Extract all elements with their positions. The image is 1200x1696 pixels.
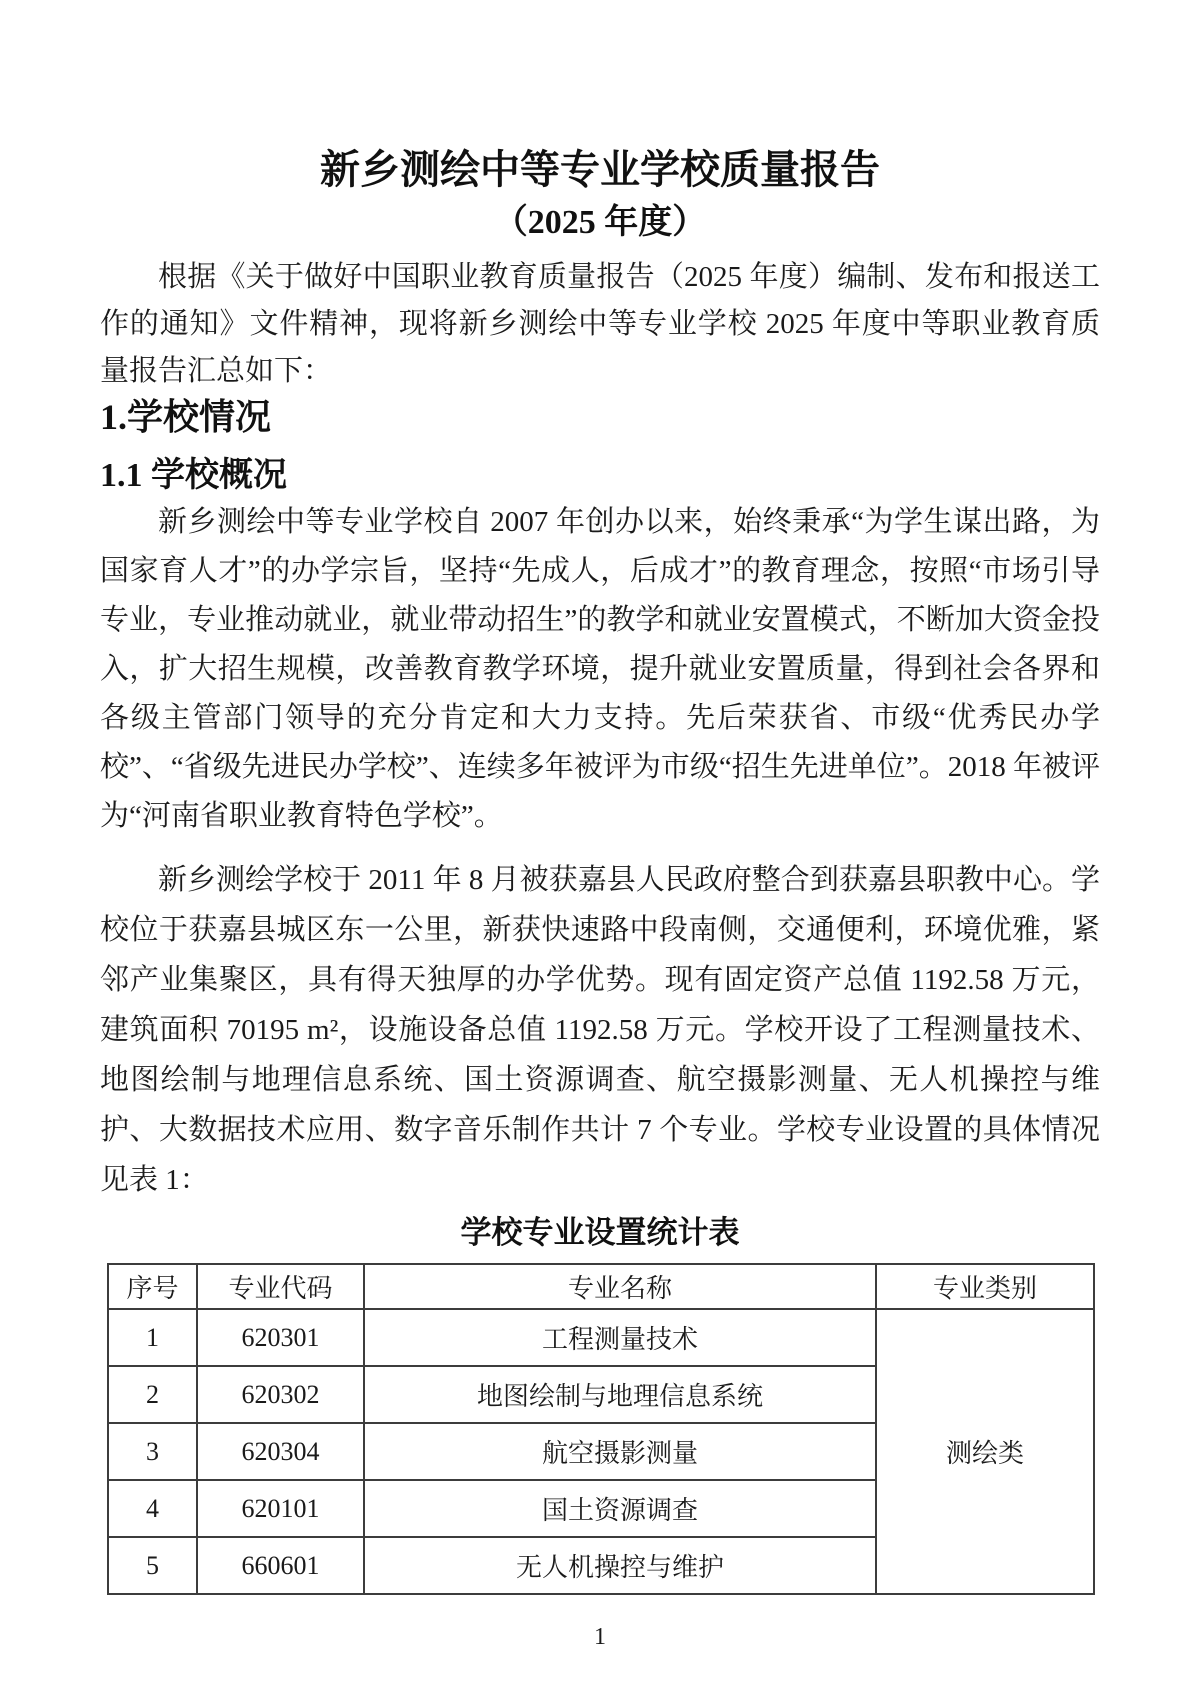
cell-code: 620304 bbox=[197, 1423, 364, 1480]
cell-index: 4 bbox=[108, 1480, 197, 1537]
cell-code: 620301 bbox=[197, 1309, 364, 1366]
cell-code: 620101 bbox=[197, 1480, 364, 1537]
doc-title: 新乡测绘中等专业学校质量报告 bbox=[320, 147, 880, 192]
cell-name: 无人机操控与维护 bbox=[364, 1537, 876, 1594]
header-index: 序号 bbox=[108, 1264, 197, 1309]
cell-category-merged: 测绘类 bbox=[876, 1309, 1094, 1594]
header-major-code: 专业代码 bbox=[197, 1264, 364, 1309]
header-major-category: 专业类别 bbox=[876, 1264, 1094, 1309]
section-heading-school-situation: 1.学校情况 bbox=[100, 397, 272, 437]
intro-paragraph: 根据《关于做好中国职业教育质量报告（2025 年度）编制、发布和报送工作的通知》文件精神，现将新乡测绘中等专业学校 2025 年度中等职业教育质量报告汇总如下： bbox=[100, 261, 1100, 387]
cell-code: 660601 bbox=[197, 1537, 364, 1594]
table-header-row bbox=[108, 1264, 1094, 1309]
table-row bbox=[108, 1309, 1094, 1366]
cell-name: 地图绘制与地理信息系统 bbox=[364, 1366, 876, 1423]
table-title: 学校专业设置统计表 bbox=[460, 1215, 740, 1250]
cell-code: 620302 bbox=[197, 1366, 364, 1423]
paragraph-school-location: 新乡测绘学校于 2011 年 8 月被获嘉县人民政府整合到获嘉县职教中心。学校位于获嘉县城区东一公里，新获快速路中段南侧，交通便利，环境优雅，紧邻产业集聚区，具有得天独厚的办学优势。现有固定资产总值 1192.58 万元，建筑面积 70195 m²，设施设备总值 1192.58 万元。学校开设了工程测量技术、地图绘制与地理信息系统、国土资源调查、航空摄影测量、无人机操控与维护、大数据技术应用、数字音乐制作共计 7 个专业。学校专业设置的具体情况见表 1： bbox=[100, 864, 1100, 1196]
page-number: 1 bbox=[594, 1624, 606, 1650]
cell-index: 5 bbox=[108, 1537, 197, 1594]
cell-name: 工程测量技术 bbox=[364, 1309, 876, 1366]
majors-table bbox=[107, 1263, 1095, 1595]
paragraph-school-overview: 新乡测绘中等专业学校自 2007 年创办以来，始终秉承“为学生谋出路，为国家育人才”的办学宗旨，坚持“先成人，后成才”的教育理念，按照“市场引导专业，专业推动就业，就业带动招生”的教学和就业安置模式，不断加大资金投入，扩大招生规模，改善教育教学环境，提升就业安置质量，得到社会各界和各级主管部门领导的充分肯定和大力支持。先后荣获省、市级“优秀民办学校”、“省级先进民办学校”、连续多年被评为市级“招生先进单位”。2018 年被评为“河南省职业教育特色学校”。 bbox=[100, 506, 1100, 832]
subsection-heading-school-overview: 1.1 学校概况 bbox=[100, 457, 287, 494]
cell-name: 国土资源调查 bbox=[364, 1480, 876, 1537]
cell-name: 航空摄影测量 bbox=[364, 1423, 876, 1480]
doc-subtitle: （2025 年度） bbox=[493, 204, 707, 241]
cell-index: 3 bbox=[108, 1423, 197, 1480]
header-major-name: 专业名称 bbox=[364, 1264, 876, 1309]
cell-index: 2 bbox=[108, 1366, 197, 1423]
cell-index: 1 bbox=[108, 1309, 197, 1366]
